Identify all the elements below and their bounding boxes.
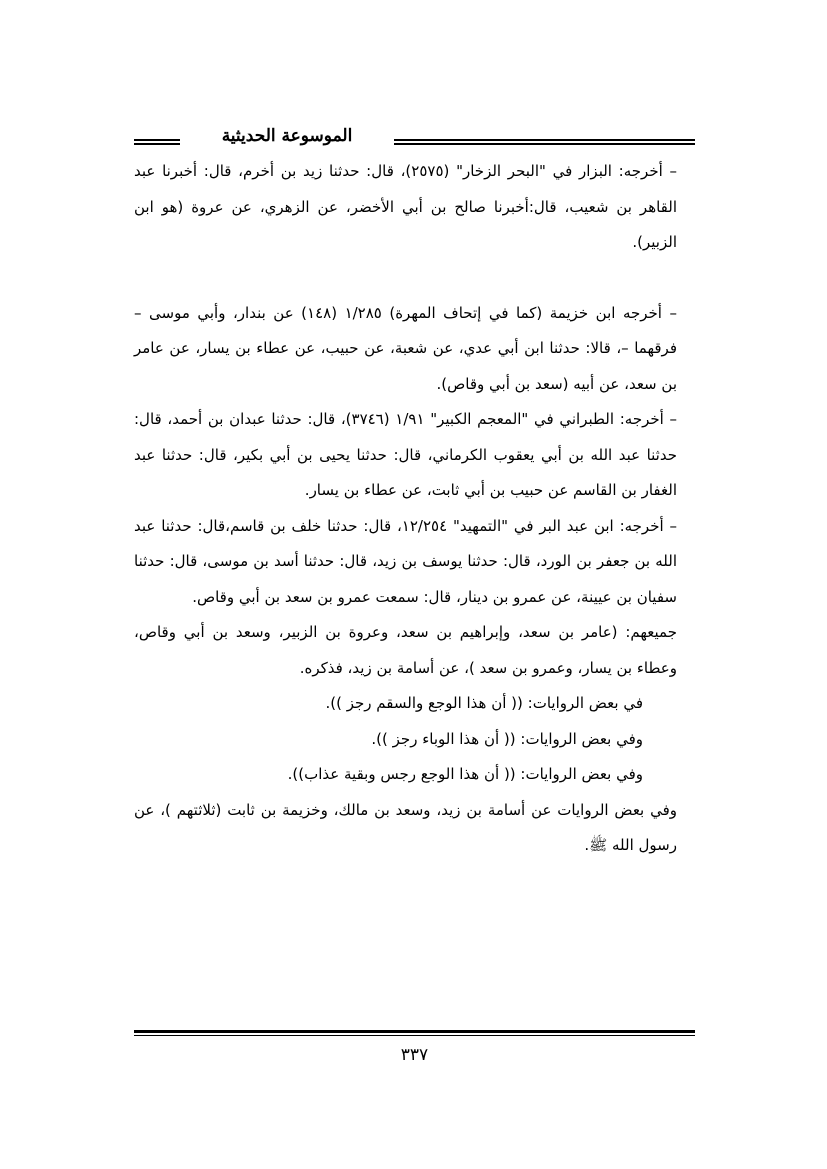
- paragraph-ibn-abd-al-barr: – أخرجه: ابن عبد البر في "التمهيد" ١٢/٢٥٤، قال: حدثنا خلف بن قاسم،قال: حدثنا عبد الله بن جعفر بن الورد، قال: حدثنا يوسف بن زيد، قال: حدثنا أسد بن موسى، قال: حدثنا سفيان بن عيينة، عن عمرو بن دينار، قال: سمعت عمرو بن سعد بن أبي وقاص.: [134, 516, 677, 606]
- header-title: الموسوعة الحديثية: [221, 126, 353, 146]
- variant-line-3: وفي بعض الروايات: (( أن هذا الوجع رجس وبقية عذاب)).: [287, 765, 643, 783]
- footer-rule-thin: [134, 1035, 695, 1036]
- header-rule-left-top: [134, 139, 180, 141]
- footer-rule: [134, 1030, 695, 1036]
- paragraph-ibn-khuzaymah: – أخرجه ابن خزيمة (كما في إتحاف المهرة) ١/٢٨٥ (١٤٨) عن بندار، وأبي موسى – فرقهما –، قالا: حدثنا ابن أبي عدي، عن شعبة، عن حبيب، عن عطاء بن يسار، عن عامر بن سعد، عن أبيه (سعد بن أبي وقاص).: [134, 303, 677, 393]
- paragraph-bazzar: – أخرجه: البزار في "البحر الزخار" (٢٥٧٥)، قال: حدثنا زيد بن أخرم، قال: أخبرنا عبد القاهر بن شعيب، قال:أخبرنا صالح بن أبي الأخضر، عن الزهري، عن عروة (هو ابن الزبير).: [134, 162, 677, 251]
- paragraph-closing: وفي بعض الروايات عن أسامة بن زيد، وسعد بن مالك، وخزيمة بن ثابت (ثلاثتهم )، عن رسول الله ﷺ.: [134, 800, 677, 854]
- page-number: ٣٣٧: [400, 1045, 429, 1065]
- header-rule-right-top: [394, 139, 695, 141]
- variant-line-1: في بعض الروايات: (( أن هذا الوجع والسقم رجز )).: [325, 694, 643, 712]
- paragraph-summary: جميعهم: (عامر بن سعد، وإبراهيم بن سعد، وعروة بن الزبير، وسعد بن أبي وقاص، وعطاء بن يسار، وعمرو بن سعد )، عن أسامة بن زيد، فذكره.: [134, 623, 677, 677]
- variant-line-2: وفي بعض الروايات: (( أن هذا الوباء رجز )).: [371, 729, 643, 748]
- header-rule-right-bottom: [394, 143, 695, 145]
- body-text: [134, 154, 695, 864]
- paragraph-gap: [134, 261, 695, 296]
- paragraph-tabarani: – أخرجه: الطبراني في "المعجم الكبير" ١/٩١ (٣٧٤٦)، قال: حدثنا عبدان بن أحمد، قال: حدثنا عبد الله بن أبي يعقوب الكرماني، قال: حدثنا يحيى بن أبي بكير، قال: حدثنا عبد الغفار بن القاسم عن حبيب بن أبي ثابت، عن عطاء بن يسار.: [134, 410, 677, 499]
- header-rule-left-bottom: [134, 143, 180, 145]
- running-header: [134, 124, 695, 154]
- footer-rule-thick: [134, 1030, 695, 1033]
